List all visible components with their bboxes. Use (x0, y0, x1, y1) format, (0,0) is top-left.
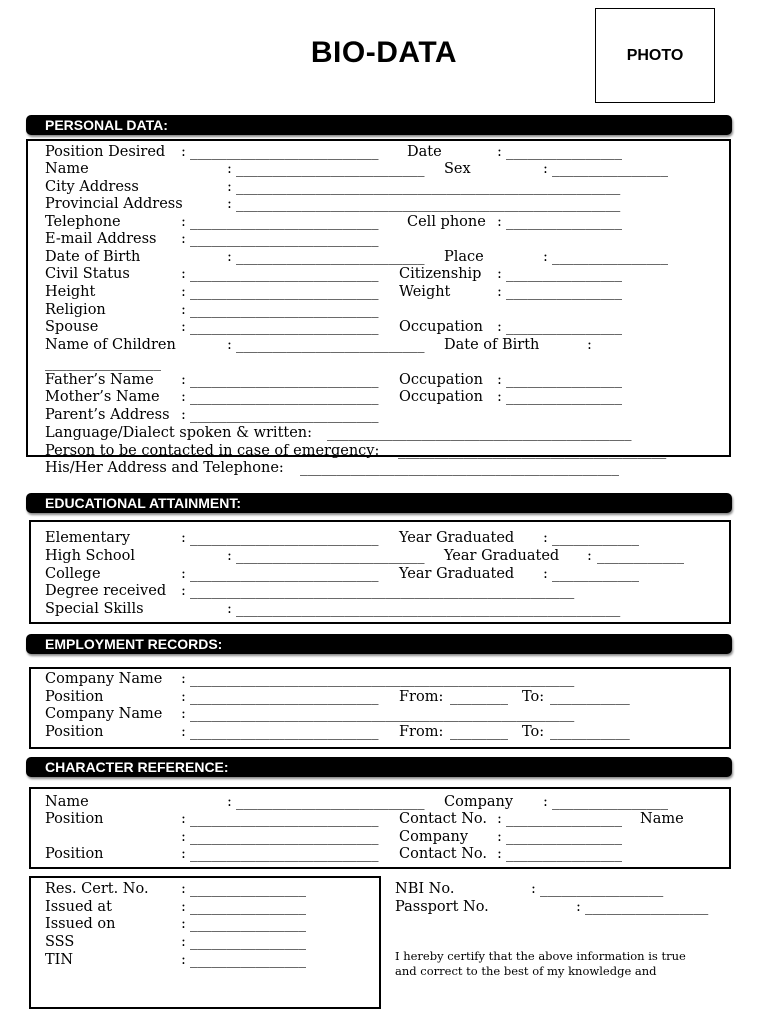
label-sss: SSS (45, 934, 75, 950)
field-ref-contact-2[interactable]: ________________ (506, 846, 622, 862)
label-civil-status: Civil Status (45, 266, 130, 282)
field-to-1[interactable]: ___________ (550, 689, 630, 705)
certification-line-2: and correct to the best of my knowledge and (395, 964, 657, 978)
label-ref-contact-1: Contact No. (399, 811, 487, 827)
field-special-skills[interactable]: _____________________________________________________ (236, 601, 621, 617)
field-mothers-name[interactable]: __________________________ (190, 389, 379, 405)
label-college: College (45, 566, 101, 582)
label-tin: TIN (45, 952, 74, 968)
field-issued-at[interactable]: ________________ (190, 899, 306, 915)
label-citizenship: Citizenship (399, 266, 482, 282)
label-ref-name-1: Name (45, 794, 89, 810)
field-degree[interactable]: _____________________________________________________ (190, 583, 575, 599)
field-emergency-address[interactable]: ____________________________________________ (300, 460, 619, 476)
field-sss[interactable]: ________________ (190, 934, 306, 950)
photo-box (595, 8, 715, 103)
label-elementary: Elementary (45, 530, 131, 546)
label-ref-company-2: Company (399, 829, 469, 845)
field-date-of-birth[interactable]: __________________________ (236, 249, 425, 265)
label-elementary-year: Year Graduated (399, 530, 515, 546)
field-from-2[interactable]: ________ (450, 724, 508, 740)
label-emergency-contact: Person to be contacted in case of emergency: (45, 443, 380, 459)
label-fathers-name: Father’s Name (45, 372, 154, 388)
field-company-name-1[interactable]: _____________________________________________________ (190, 671, 575, 687)
field-college[interactable]: __________________________ (190, 566, 379, 582)
label-from-1: From: (399, 689, 444, 705)
label-date-of-birth: Date of Birth (45, 249, 141, 265)
label-religion: Religion (45, 302, 106, 318)
page-title: BIO-DATA (310, 36, 458, 69)
field-ref-name-2[interactable]: __________________________ (190, 829, 379, 845)
label-company-name-2: Company Name (45, 706, 163, 722)
field-from-1[interactable]: ________ (450, 689, 508, 705)
label-name-of-children: Name of Children (45, 337, 176, 353)
field-provincial-address[interactable]: _____________________________________________________ (236, 196, 621, 212)
field-ref-position-1[interactable]: __________________________ (190, 811, 379, 827)
label-cell-phone: Cell phone (407, 214, 486, 230)
label-provincial-address: Provincial Address (45, 196, 183, 212)
field-issued-on[interactable]: ________________ (190, 916, 306, 932)
label-company-name-1: Company Name (45, 671, 163, 687)
field-name[interactable]: __________________________ (236, 161, 425, 177)
field-ref-contact-1[interactable]: ________________ (506, 811, 622, 827)
label-ref-position-1: Position (45, 811, 104, 827)
label-ref-contact-2: Contact No. (399, 846, 487, 862)
field-children-dob[interactable]: ________________ (45, 355, 161, 371)
section-header-education: EDUCATIONAL ATTAINMENT: (26, 493, 732, 513)
field-ref-position-2[interactable]: __________________________ (190, 846, 379, 862)
label-weight: Weight (399, 284, 451, 300)
field-high-school-year[interactable]: ____________ (597, 548, 684, 564)
field-language[interactable]: __________________________________________ (327, 425, 632, 441)
label-spouse-occupation: Occupation (399, 319, 483, 335)
label-res-cert: Res. Cert. No. (45, 881, 149, 897)
label-to-1: To: (522, 689, 545, 705)
field-emergency-contact[interactable]: _____________________________________ (398, 443, 667, 459)
field-ref-company-1[interactable]: ________________ (552, 794, 668, 810)
field-college-year[interactable]: ____________ (552, 566, 639, 582)
field-cell-phone[interactable]: ________________ (506, 214, 622, 230)
label-high-school: High School (45, 548, 136, 564)
field-telephone[interactable]: __________________________ (190, 214, 379, 230)
label-ref-position-2: Position (45, 846, 104, 862)
label-ref-company-1: Company (444, 794, 514, 810)
field-civil-status[interactable]: __________________________ (190, 266, 379, 282)
field-elementary-year[interactable]: ____________ (552, 530, 639, 546)
label-position-1: Position (45, 689, 104, 705)
label-from-2: From: (399, 724, 444, 740)
field-name-of-children[interactable]: __________________________ (236, 337, 425, 353)
field-res-cert[interactable]: ________________ (190, 881, 306, 897)
field-passport[interactable]: _________________ (585, 899, 709, 915)
field-tin[interactable]: ________________ (190, 952, 306, 968)
field-ref-name-1[interactable]: __________________________ (236, 794, 425, 810)
section-header-reference: CHARACTER REFERENCE: (26, 757, 732, 777)
field-fathers-name[interactable]: __________________________ (190, 372, 379, 388)
field-position-1[interactable]: __________________________ (190, 689, 379, 705)
label-height: Height (45, 284, 96, 300)
field-position-2[interactable]: __________________________ (190, 724, 379, 740)
label-passport: Passport No. (395, 899, 489, 915)
field-nbi[interactable]: _________________ (540, 881, 664, 897)
certification-line-1: I hereby certify that the above information is true (395, 949, 686, 963)
field-spouse-occupation[interactable]: ________________ (506, 319, 622, 335)
field-weight[interactable]: ________________ (506, 284, 622, 300)
label-date: Date (407, 144, 442, 160)
field-company-name-2[interactable]: _____________________________________________________ (190, 706, 575, 722)
label-degree: Degree received (45, 583, 167, 599)
label-position-2: Position (45, 724, 104, 740)
section-header-employment: EMPLOYMENT RECORDS: (26, 634, 732, 654)
label-issued-on: Issued on (45, 916, 116, 932)
label-special-skills: Special Skills (45, 601, 144, 617)
field-city-address[interactable]: _____________________________________________________ (236, 179, 621, 195)
field-position-desired[interactable]: __________________________ (190, 144, 379, 160)
field-ref-company-2[interactable]: ________________ (506, 829, 622, 845)
label-nbi: NBI No. (395, 881, 455, 897)
field-citizenship[interactable]: ________________ (506, 266, 622, 282)
label-sex: Sex (444, 161, 471, 177)
label-email: E-mail Address (45, 231, 157, 247)
label-name: Name (45, 161, 89, 177)
label-to-2: To: (522, 724, 545, 740)
label-children-dob: Date of Birth (444, 337, 540, 353)
section-header-personal: PERSONAL DATA: (26, 115, 732, 135)
label-spouse: Spouse (45, 319, 99, 335)
label-issued-at: Issued at (45, 899, 112, 915)
field-father-occupation[interactable]: ________________ (506, 372, 622, 388)
label-place: Place (444, 249, 484, 265)
field-place[interactable]: ________________ (552, 249, 668, 265)
field-to-2[interactable]: ___________ (550, 724, 630, 740)
label-city-address: City Address (45, 179, 139, 195)
field-elementary[interactable]: __________________________ (190, 530, 379, 546)
label-mother-occupation: Occupation (399, 389, 483, 405)
label-high-school-year: Year Graduated (444, 548, 560, 564)
label-position-desired: Position Desired (45, 144, 166, 160)
field-high-school[interactable]: __________________________ (236, 548, 425, 564)
label-parents-address: Parent’s Address (45, 407, 170, 423)
label-telephone: Telephone (45, 214, 121, 230)
label-mothers-name: Mother’s Name (45, 389, 160, 405)
label-father-occupation: Occupation (399, 372, 483, 388)
label-college-year: Year Graduated (399, 566, 515, 582)
field-religion[interactable]: __________________________ (190, 302, 379, 318)
field-email[interactable]: __________________________ (190, 231, 379, 247)
field-height[interactable]: __________________________ (190, 284, 379, 300)
field-mother-occupation[interactable]: ________________ (506, 389, 622, 405)
field-parents-address[interactable]: __________________________ (190, 407, 379, 423)
label-ref-name-2: Name (640, 811, 684, 827)
field-sex[interactable]: ________________ (552, 161, 668, 177)
field-spouse[interactable]: __________________________ (190, 319, 379, 335)
label-emergency-address: His/Her Address and Telephone: (45, 460, 284, 476)
field-date[interactable]: ________________ (506, 144, 622, 160)
label-language: Language/Dialect spoken & written: (45, 425, 313, 441)
photo-label: PHOTO (626, 46, 684, 64)
